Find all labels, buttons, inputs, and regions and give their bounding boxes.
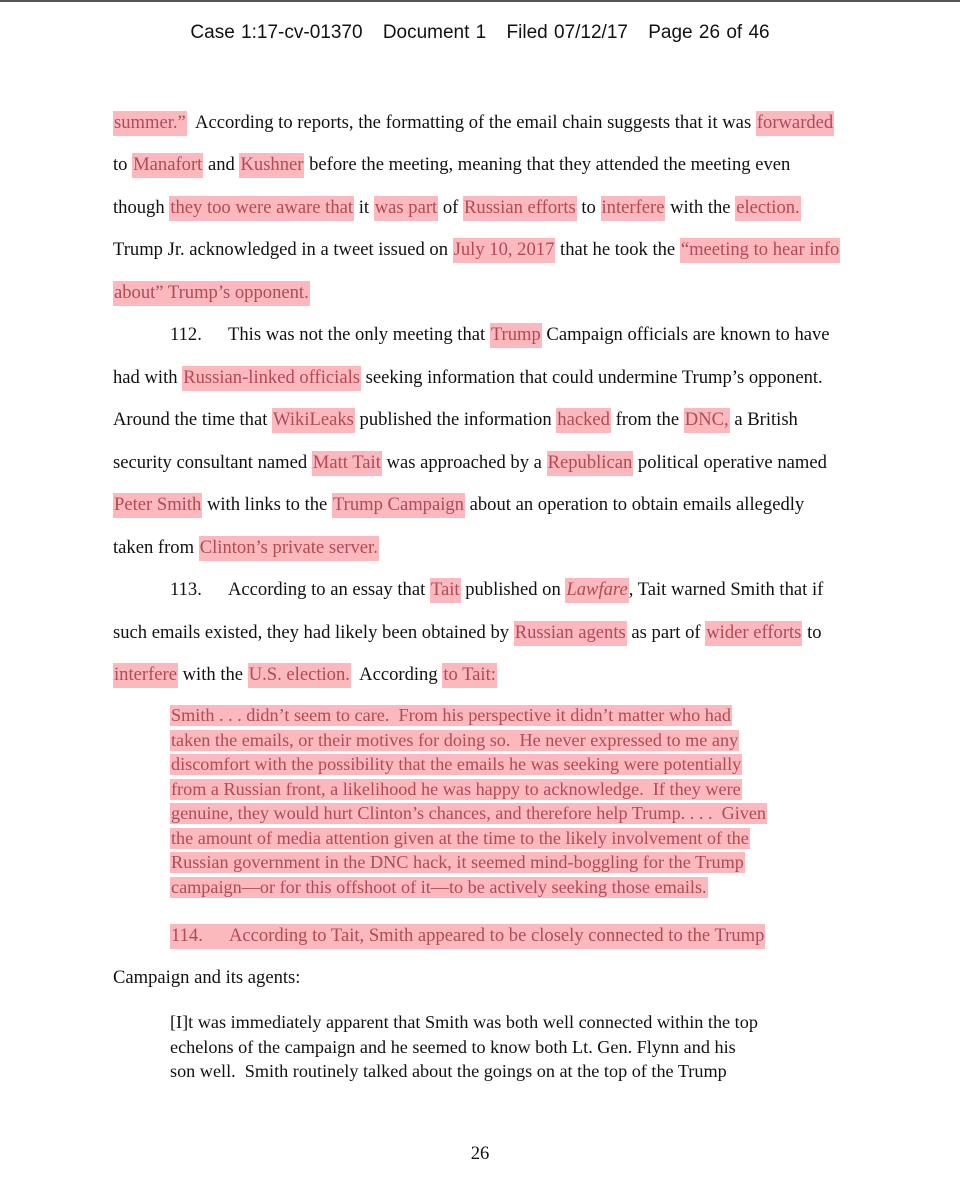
quote-text: Russian government in the DNC hack, it seemed mind-boggling for the Trump [171, 852, 744, 872]
quote-text: discomfort with the possibility that the emails he was seeking were potentially [171, 754, 742, 774]
text-segment: about an operation to obtain emails allegedly [464, 494, 805, 515]
paragraph-114-first-line [170, 924, 765, 948]
quote-text: campaign—or for this offshoot of it—to be actively seeking those emails. [171, 876, 707, 897]
text-segment: security consultant named [113, 452, 312, 473]
text-segment: had with [113, 367, 183, 388]
highlighted-text: Clinton’s private server. [199, 536, 379, 561]
text-segment: seeking information that could undermine Trump’s opponent. [361, 367, 823, 388]
highlighted-text: summer.” [113, 111, 187, 136]
quote-line [170, 1035, 758, 1060]
text-line [113, 281, 310, 305]
paragraph-number: 114. [171, 925, 203, 946]
highlighted-text: According to Tait, Smith appeared to be closely connected to the Trump [229, 925, 765, 946]
text-segment: with the [665, 197, 736, 218]
case-header [0, 22, 960, 44]
text-segment: of [438, 197, 463, 218]
quote-text: echelons of the campaign and he seemed to know both Lt. Gen. Flynn and his [170, 1036, 736, 1057]
paragraph-number: 112. [170, 324, 202, 345]
highlighted-text: about” Trump’s opponent. [113, 281, 310, 306]
text-line [113, 196, 801, 220]
quote-text: Smith . . . didn’t seem to care. From his perspective it didn’t matter who had [171, 705, 732, 725]
quote-line [170, 1059, 758, 1084]
highlighted-text: Russian-linked officials [182, 366, 361, 391]
text-segment: published on [460, 579, 566, 600]
highlighted-text: Russian agents [514, 621, 627, 646]
highlighted-text: interfere [601, 196, 666, 221]
quote-line [170, 850, 767, 875]
highlighted-text: they too were aware that [169, 196, 354, 221]
text-line [113, 663, 497, 687]
highlighted-text: DNC, [684, 408, 730, 433]
highlighted-text: WikiLeaks [272, 408, 355, 433]
highlighted-text: forwarded [756, 111, 834, 136]
quote-text: genuine, they would hurt Clinton’s chances, and therefore help Trump. . . . Given [171, 803, 767, 823]
quote-text: son well. Smith routinely talked about the goings on at the top of the Trump [170, 1061, 727, 1081]
text-segment: , Tait warned Smith that if [628, 579, 824, 600]
highlighted-text: wider efforts [705, 621, 802, 646]
text-segment: from the [610, 409, 684, 430]
highlighted-text: Trump [490, 323, 542, 348]
text-segment: political operative named [633, 452, 827, 473]
filed-date: Filed 07/12/17 [506, 22, 628, 43]
text-line [113, 451, 827, 475]
text-segment: a British [729, 409, 798, 430]
text-segment: According to an essay that [228, 579, 430, 600]
text-segment: to [113, 154, 133, 175]
text-line [170, 578, 823, 602]
highlighted-text: Manafort [132, 153, 203, 178]
highlighted-text: Republican [547, 451, 634, 476]
highlighted-text: election. [735, 196, 801, 221]
text-segment: such emails existed, they had likely been obtained by [113, 622, 514, 643]
text-segment: According to reports, the formatting of the email chain suggests that it was [186, 112, 756, 133]
quote-line [170, 777, 767, 802]
page-number: 26 [470, 1143, 490, 1164]
document-number: Document 1 [382, 22, 487, 43]
text-segment: it [354, 197, 374, 218]
text-segment: to [802, 622, 822, 643]
text-segment: was approached by a [381, 452, 547, 473]
text-segment: According [350, 664, 443, 685]
quote-line [170, 1010, 758, 1035]
highlighted-text: was part [374, 196, 438, 221]
text-segment: before the meeting, meaning that they attended the meeting even [304, 154, 791, 175]
text-segment: Trump Jr. acknowledged in a tweet issued on [113, 239, 453, 260]
paragraph-number: 113. [170, 579, 202, 600]
quote-line [170, 703, 767, 728]
quote-text: the amount of media attention given at the time to the likely involvement of the [171, 827, 749, 848]
quote-line [170, 752, 767, 777]
highlighted-text: hacked [556, 408, 611, 433]
text-segment: Campaign officials are known to have [541, 324, 830, 345]
highlighted-text: Tait [430, 578, 461, 603]
highlighted-text: Kushner [239, 153, 304, 178]
text-line [113, 153, 790, 177]
quote-text: [I]t was immediately apparent that Smith was both well connected within the top [170, 1012, 758, 1032]
quote-text: from a Russian front, a likelihood he was happy to acknowledge. If they were [171, 778, 741, 799]
text-segment: with links to the [202, 494, 332, 515]
case-number: Case 1:17-cv-01370 [190, 22, 363, 43]
page-indicator: Page 26 of 46 [648, 22, 770, 43]
text-line [113, 111, 834, 135]
paragraph-114-second-line: Campaign and its agents: [113, 967, 301, 988]
text-line [113, 366, 823, 390]
highlighted-text: Matt Tait [312, 451, 382, 476]
block-quote-tait [170, 703, 767, 899]
text-line [113, 493, 804, 517]
text-segment: This was not the only meeting that [228, 324, 490, 345]
text-segment: as part of [626, 622, 706, 643]
text-line [113, 408, 798, 432]
window-top-border [0, 0, 960, 2]
highlighted-text: Trump Campaign [332, 493, 465, 518]
text-segment: to [576, 197, 601, 218]
quote-line [170, 875, 767, 900]
highlighted-text: Peter Smith [113, 493, 202, 518]
text-segment: with the [177, 664, 248, 685]
highlighted-text: to Tait: [442, 663, 497, 688]
quote-line [170, 801, 767, 826]
text-line [170, 323, 830, 347]
quote-line [170, 826, 767, 851]
text-segment: taken from [113, 537, 199, 558]
text-line [113, 621, 822, 645]
quote-text: taken the emails, or their motives for doing so. He never expressed to me any [171, 729, 739, 750]
text-segment: published the information [354, 409, 557, 430]
text-line [113, 536, 379, 560]
text-line [113, 238, 840, 262]
text-segment: and [203, 154, 240, 175]
text-segment: that he took the [555, 239, 680, 260]
quote-line [170, 728, 767, 753]
highlighted-text: U.S. election. [248, 663, 351, 688]
highlighted-text: “meeting to hear info [680, 238, 841, 263]
text-segment: Around the time that [113, 409, 273, 430]
highlighted-text: July 10, 2017 [453, 238, 556, 263]
text-segment: though [113, 197, 170, 218]
highlighted-text: Lawfare [565, 578, 628, 603]
block-quote-smith-connections [170, 1010, 758, 1084]
highlighted-text: interfere [113, 663, 178, 688]
highlighted-text: Russian efforts [463, 196, 577, 221]
